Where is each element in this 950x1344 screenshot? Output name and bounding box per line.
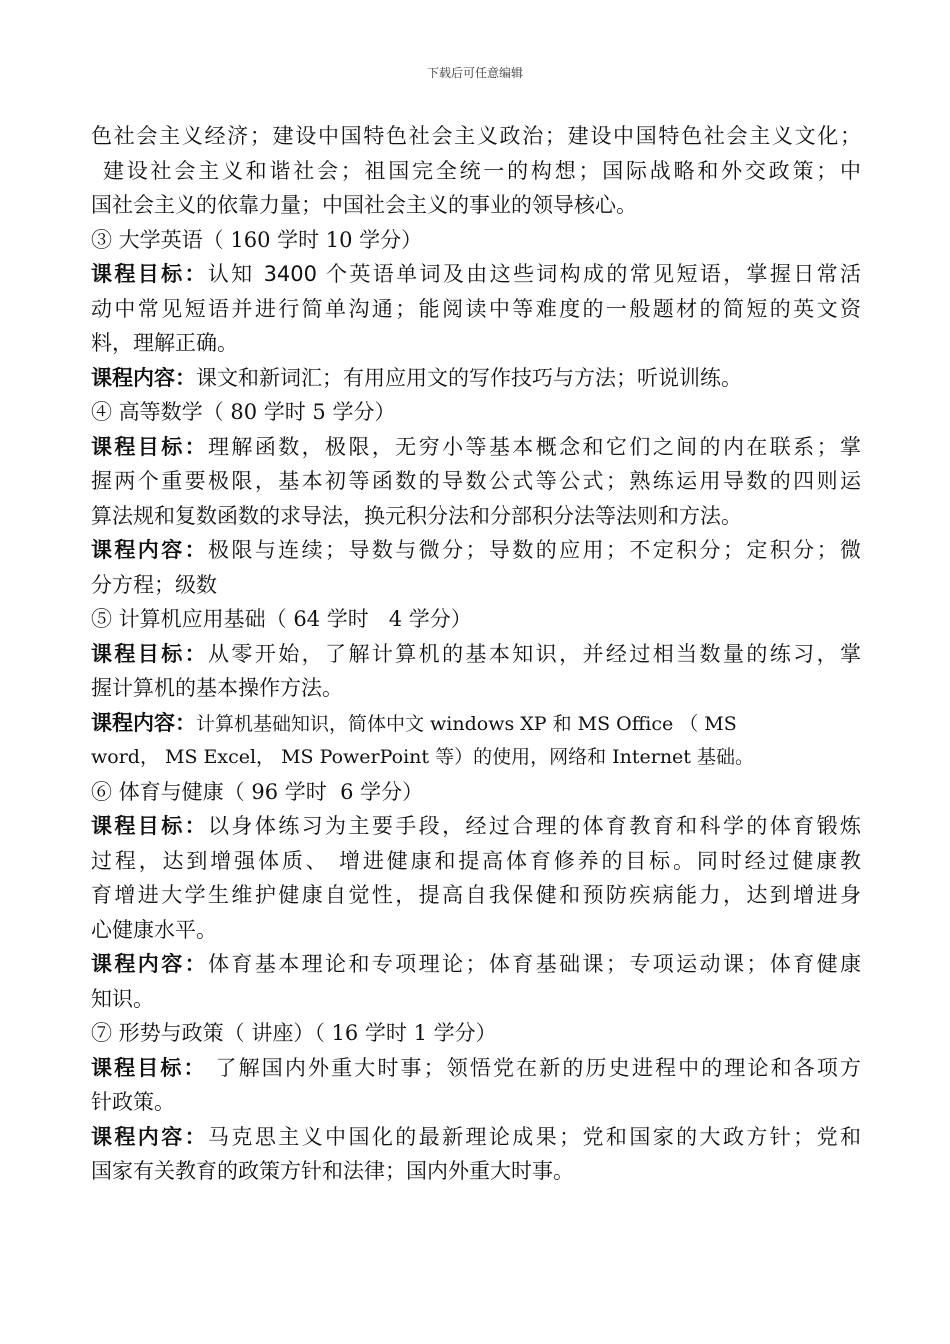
page-header: 下载后可任意编辑 — [426, 66, 523, 80]
line-text: 心健康水平。 — [91, 917, 217, 942]
line-text: 马克思主义中国化的最新理论成果；党和国家的大政方针；党和 — [208, 1124, 861, 1149]
content-label: 课程内容： — [91, 952, 209, 976]
line-text: 分方程；级数 — [91, 572, 217, 597]
paragraph-line — [91, 1154, 861, 1189]
line-text: 育增进大学生维护健康自觉性，提高自我保健和预防疾病能力，达到增进身 — [91, 883, 861, 907]
line-text: 体育基本理论和专项理论；体育基础课；专项运动课；体育健康 — [208, 952, 861, 976]
course-heading-text: ③ 大学英语（ 160 学时 10 学分） — [91, 227, 423, 252]
course-goal-line — [91, 809, 861, 844]
content-label: 课程内容： — [91, 1124, 209, 1149]
line-text: 握两个重要极限，基本初等函数的导数公式等公式；熟练运用导数的四则运 — [91, 469, 861, 493]
line-text: 料，理解正确。 — [91, 331, 238, 355]
paragraph-line — [91, 982, 861, 1017]
line-text: 从零开始，了解计算机的基本知识，并经过相当数量的练习，掌 — [208, 641, 861, 666]
content-label: 课程内容： — [91, 365, 196, 390]
goal-label: 课程目标： — [91, 641, 209, 666]
line-text: 算法规和复数函数的求导法，换元积分法和分部积分法等法则和方法。 — [91, 503, 742, 528]
course-heading-text: ⑤ 计算机应用基础（ 64 学时 4 学分） — [91, 607, 472, 631]
line-text: 极限与连续；导数与微分；导数的应用；不定积分；定积分；微 — [208, 538, 861, 562]
course-content-line — [91, 1120, 861, 1155]
content-label: 课程内容： — [91, 538, 209, 562]
course-heading-math — [91, 395, 861, 430]
course-content-line — [91, 706, 861, 741]
course-heading-english — [91, 223, 861, 258]
line-text: 动中常见短语并进行简单沟通；能阅读中等难度的一般题材的简短的英文资 — [91, 296, 861, 321]
line-text: 了解国内外重大时事；领悟党在新的历史进程中的理论和各项方 — [206, 1055, 861, 1080]
line-text: 计算机基础知识，简体中文 windows XP 和 MS Office （ MS — [196, 712, 737, 735]
goal-label: 课程目标： — [91, 434, 209, 459]
course-heading-computer — [91, 602, 861, 637]
line-text: 理解函数，极限，无穷小等基本概念和它们之间的内在联系；掌 — [208, 434, 861, 459]
line-text: 国社会主义的依靠力量；中国社会主义的事业的领导核心。 — [91, 193, 637, 217]
course-heading-pe — [91, 775, 861, 810]
paragraph-line — [91, 878, 861, 913]
paragraph-line — [91, 568, 861, 603]
line-text: 建设社会主义和谐社会；祖国完全统一的构想；国际战略和外交政策；中 — [103, 158, 861, 183]
paragraph-line — [91, 740, 861, 775]
document-body — [91, 119, 861, 1189]
course-goal-line — [91, 257, 861, 292]
course-heading-policy — [91, 1016, 861, 1051]
goal-label: 课程目标： — [91, 1055, 207, 1080]
paragraph-line — [91, 844, 861, 879]
paragraph-line — [91, 154, 861, 189]
course-goal-line — [91, 637, 861, 672]
line-text: 课文和新词汇；有用应用文的写作技巧与方法；听说训练。 — [196, 365, 742, 390]
paragraph-line — [91, 292, 861, 327]
goal-label: 课程目标： — [91, 814, 209, 838]
line-text: 以身体练习为主要手段，经过合理的体育教育和科学的体育锻炼 — [208, 814, 861, 838]
course-content-line — [91, 947, 861, 982]
course-content-line — [91, 361, 861, 396]
paragraph-line — [91, 326, 861, 361]
course-heading-text: ⑦ 形势与政策（ 讲座）（ 16 学时 1 学分） — [91, 1021, 497, 1045]
course-content-line — [91, 533, 861, 568]
line-text: 认知 3400 个英语单词及由这些词构成的常见短语，掌握日常活 — [207, 262, 861, 286]
course-heading-text: ⑥ 体育与健康（ 96 学时 6 学分） — [91, 779, 424, 804]
line-text: 握计算机的基本操作方法。 — [91, 676, 343, 700]
paragraph-line — [91, 499, 861, 534]
line-text: word， MS Excel， MS PowerPoint 等）的使用，网络和 Internet 基础。 — [91, 746, 754, 768]
paragraph-line — [91, 119, 861, 154]
paragraph-line — [91, 913, 861, 948]
line-text: 知识。 — [91, 986, 154, 1011]
line-text: 针政策。 — [91, 1090, 175, 1114]
paragraph-line — [91, 1085, 861, 1120]
paragraph-line — [91, 188, 861, 223]
goal-label: 课程目标： — [91, 262, 208, 286]
line-text: 国家有关教育的政策方针和法律；国内外重大时事。 — [91, 1159, 574, 1183]
paragraph-line — [91, 464, 861, 499]
course-goal-line — [91, 1051, 861, 1086]
course-goal-line — [91, 430, 861, 465]
course-heading-text: ④ 高等数学（ 80 学时 5 学分） — [91, 400, 396, 424]
line-text: 过程，达到增强体质、 增进健康和提高体育修养的目标。同时经过健康教 — [91, 848, 861, 873]
content-label: 课程内容： — [91, 710, 196, 735]
paragraph-line — [91, 671, 861, 706]
line-text: 色社会主义经济；建设中国特色社会主义政治；建设中国特色社会主义文化； — [91, 124, 861, 148]
